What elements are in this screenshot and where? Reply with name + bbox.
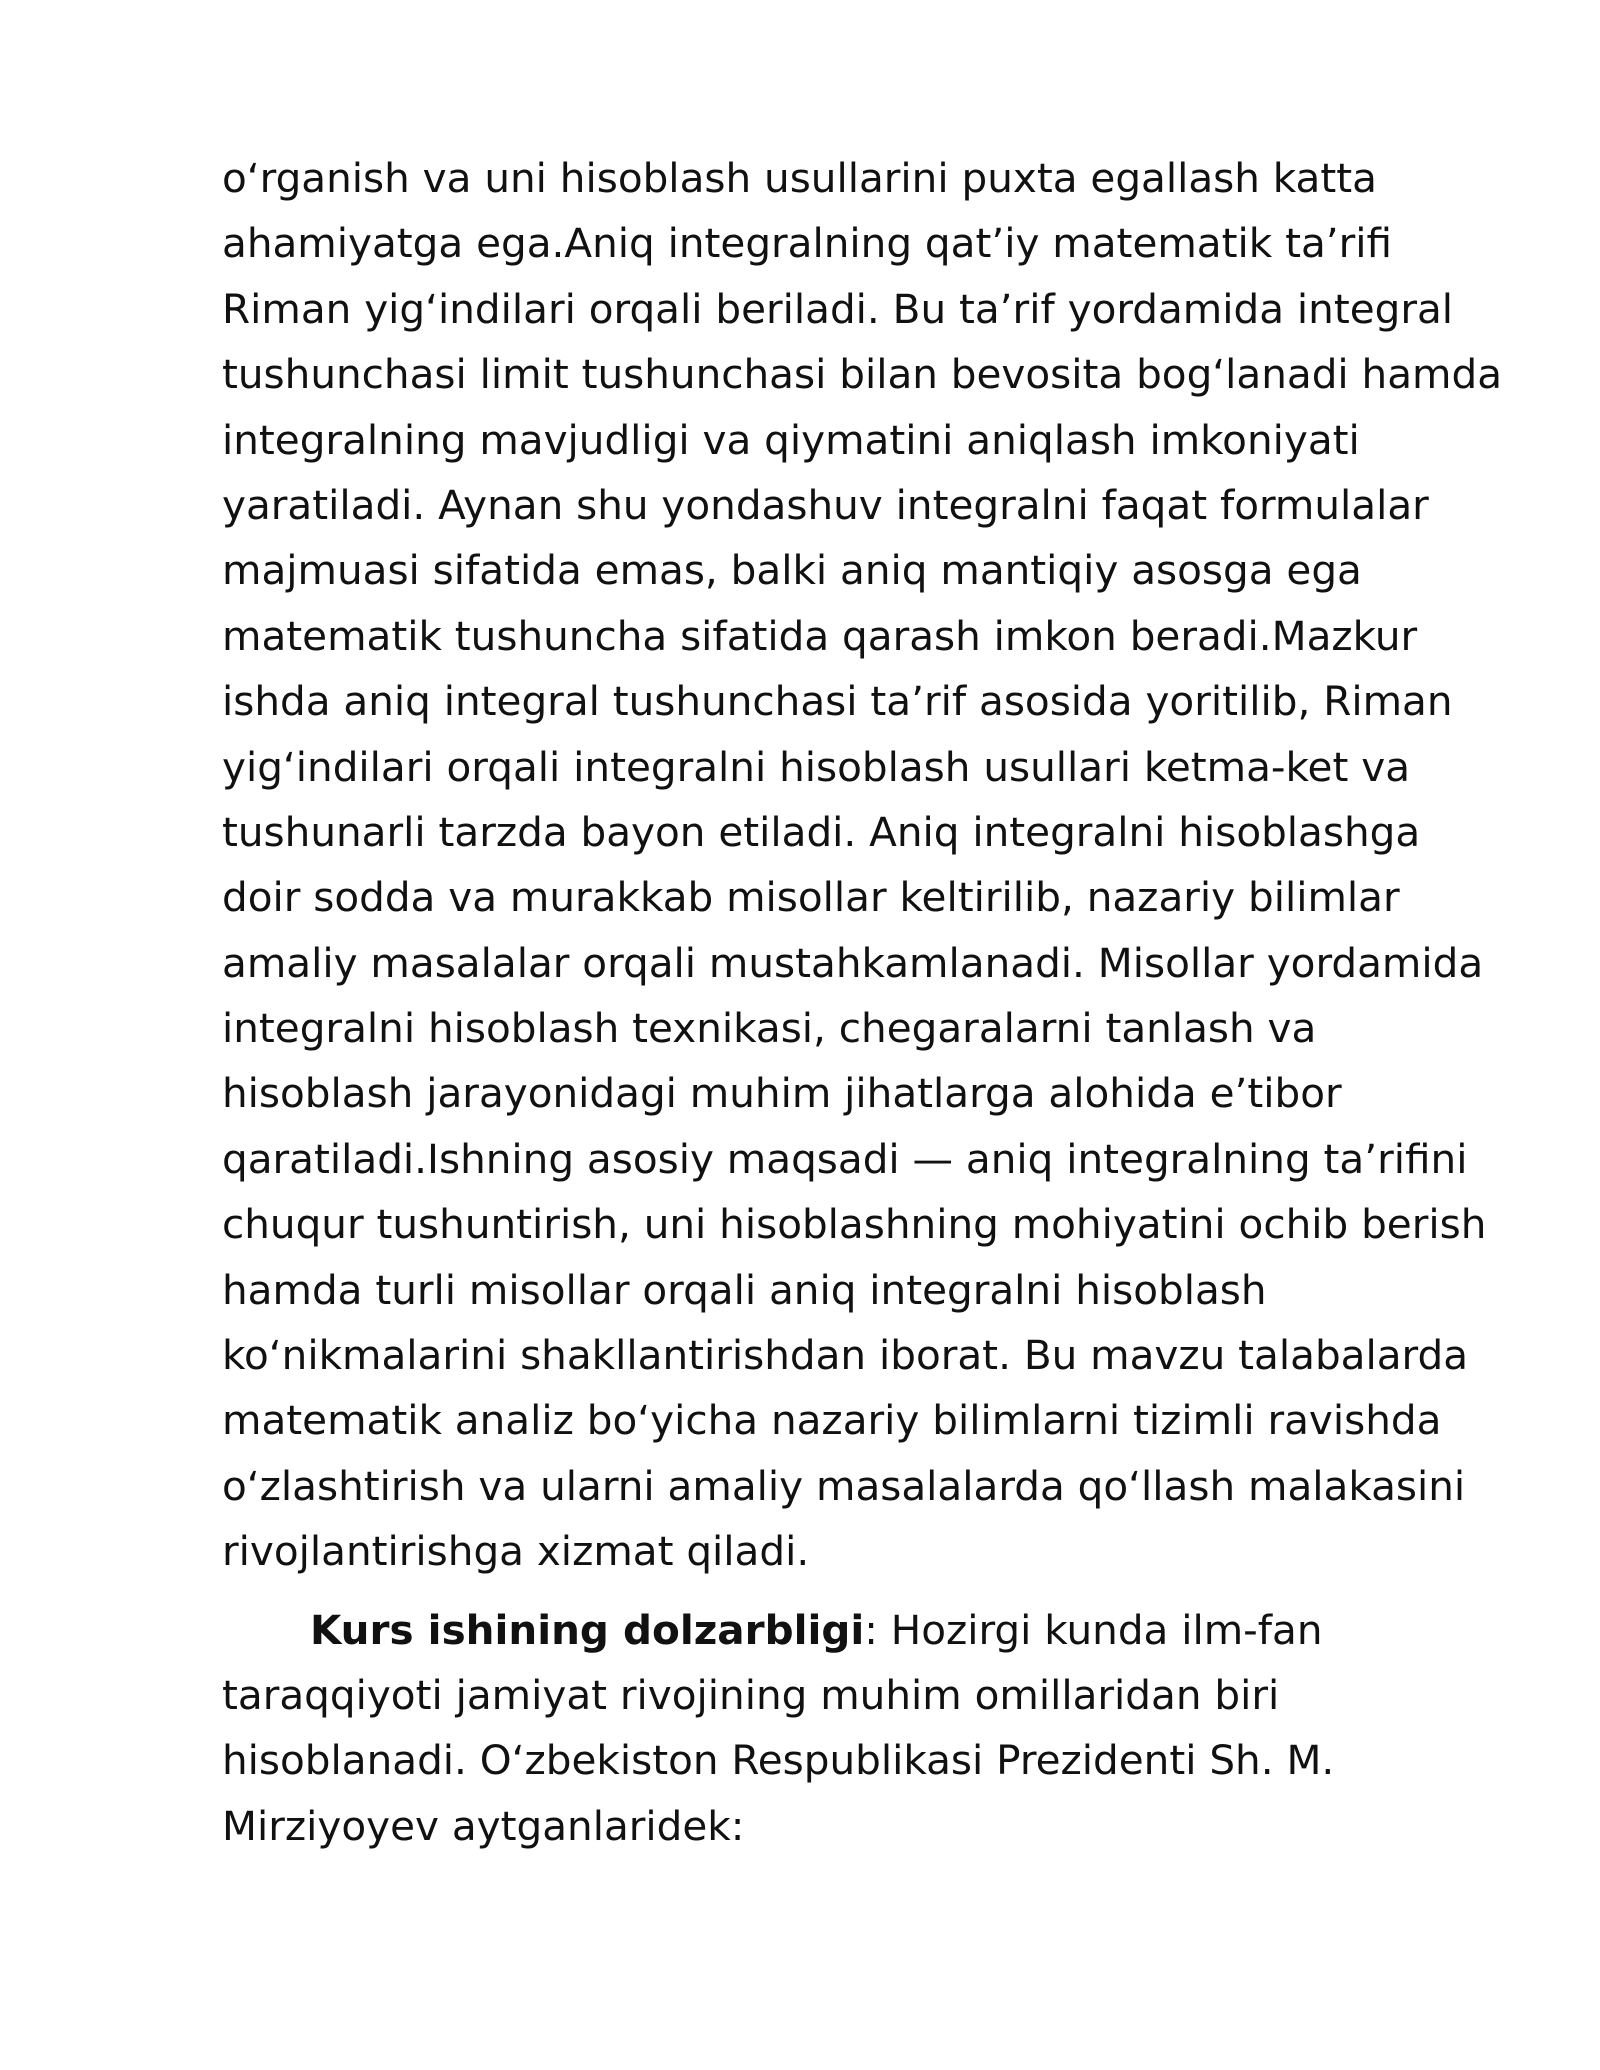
text-line: matematik tushuncha sifatida qarash imkon beradi.Mazkur [222, 611, 1418, 660]
text-line: matematik analiz boʻyicha nazariy bilimlarni tizimli ravishda [222, 1396, 1442, 1445]
text-line: tushunchasi limit tushunchasi bilan bevosita bogʻlanadi hamda [222, 350, 1503, 399]
text-line: oʻzlashtirish va ularni amaliy masalalarda qoʻllash malakasini [222, 1461, 1466, 1510]
text-line: hisoblanadi. Oʻzbekiston Respublikasi Prezidenti Sh. M. [222, 1736, 1335, 1785]
text-line: tushunarli tarzda bayon etiladi. Aniq integralni hisoblashga [222, 807, 1421, 856]
text-line: Mirziyoyev aytganlaridek: [222, 1801, 745, 1850]
text-line: hisoblash jarayonidagi muhim jihatlarga alohida eʼtibor [222, 1069, 1342, 1118]
text-line: yigʻindilari orqali integralni hisoblash usullari ketma-ket va [222, 742, 1411, 791]
section-heading: Kurs ishining dolzarbligi [310, 1605, 865, 1654]
text-line: doir sodda va murakkab misollar keltirilib, nazariy bilimlar [222, 873, 1400, 922]
text-line: rivojlantirishga xizmat qiladi. [222, 1527, 810, 1576]
text-line: yaratiladi. Aynan shu yondashuv integralni faqat formulalar [222, 480, 1429, 529]
text-line: hamda turli misollar orqali aniq integralni hisoblash [222, 1265, 1267, 1314]
text-line: amaliy masalalar orqali mustahkamlanadi. Misollar yordamida [222, 938, 1484, 987]
body-text [222, 146, 1503, 1859]
text-line [222, 1598, 1498, 1663]
text-line: qaratiladi.Ishning asosiy maqsadi — aniq integralning taʼrifini [222, 1134, 1468, 1183]
text-line: chuqur tushuntirish, uni hisoblashning mohiyatini ochib berish [222, 1200, 1487, 1249]
text-line: integralning mavjudligi va qiymatini aniqlash imkoniyati [222, 415, 1360, 464]
text-line: majmuasi sifatida emas, balki aniq mantiqiy asosga ega [222, 546, 1362, 595]
text-line: Riman yigʻindilari orqali beriladi. Bu taʼrif yordamida integral [222, 284, 1454, 333]
text-line: koʻnikmalarini shakllantirishdan iborat. Bu mavzu talabalarda [222, 1331, 1469, 1380]
heading-continuation: : Hozirgi kunda ilm-fan [864, 1605, 1323, 1654]
text-line: oʻrganish va uni hisoblash usullarini puxta egallash katta [222, 154, 1377, 202]
paragraph-intro [222, 146, 1503, 1585]
text-line: ahamiyatga ega.Aniq integralning qatʼiy matematik taʼrifi [222, 219, 1393, 268]
paragraph-relevance [222, 1598, 1498, 1860]
text-line: integralni hisoblash texnikasi, chegaralarni tanlash va [222, 1004, 1317, 1053]
text-line: taraqqiyoti jamiyat rivojining muhim omillaridan biri [222, 1670, 1280, 1719]
text-line: ishda aniq integral tushunchasi taʼrif asosida yoritilib, Riman [222, 677, 1453, 726]
paragraph-spacing [222, 1585, 1498, 1598]
